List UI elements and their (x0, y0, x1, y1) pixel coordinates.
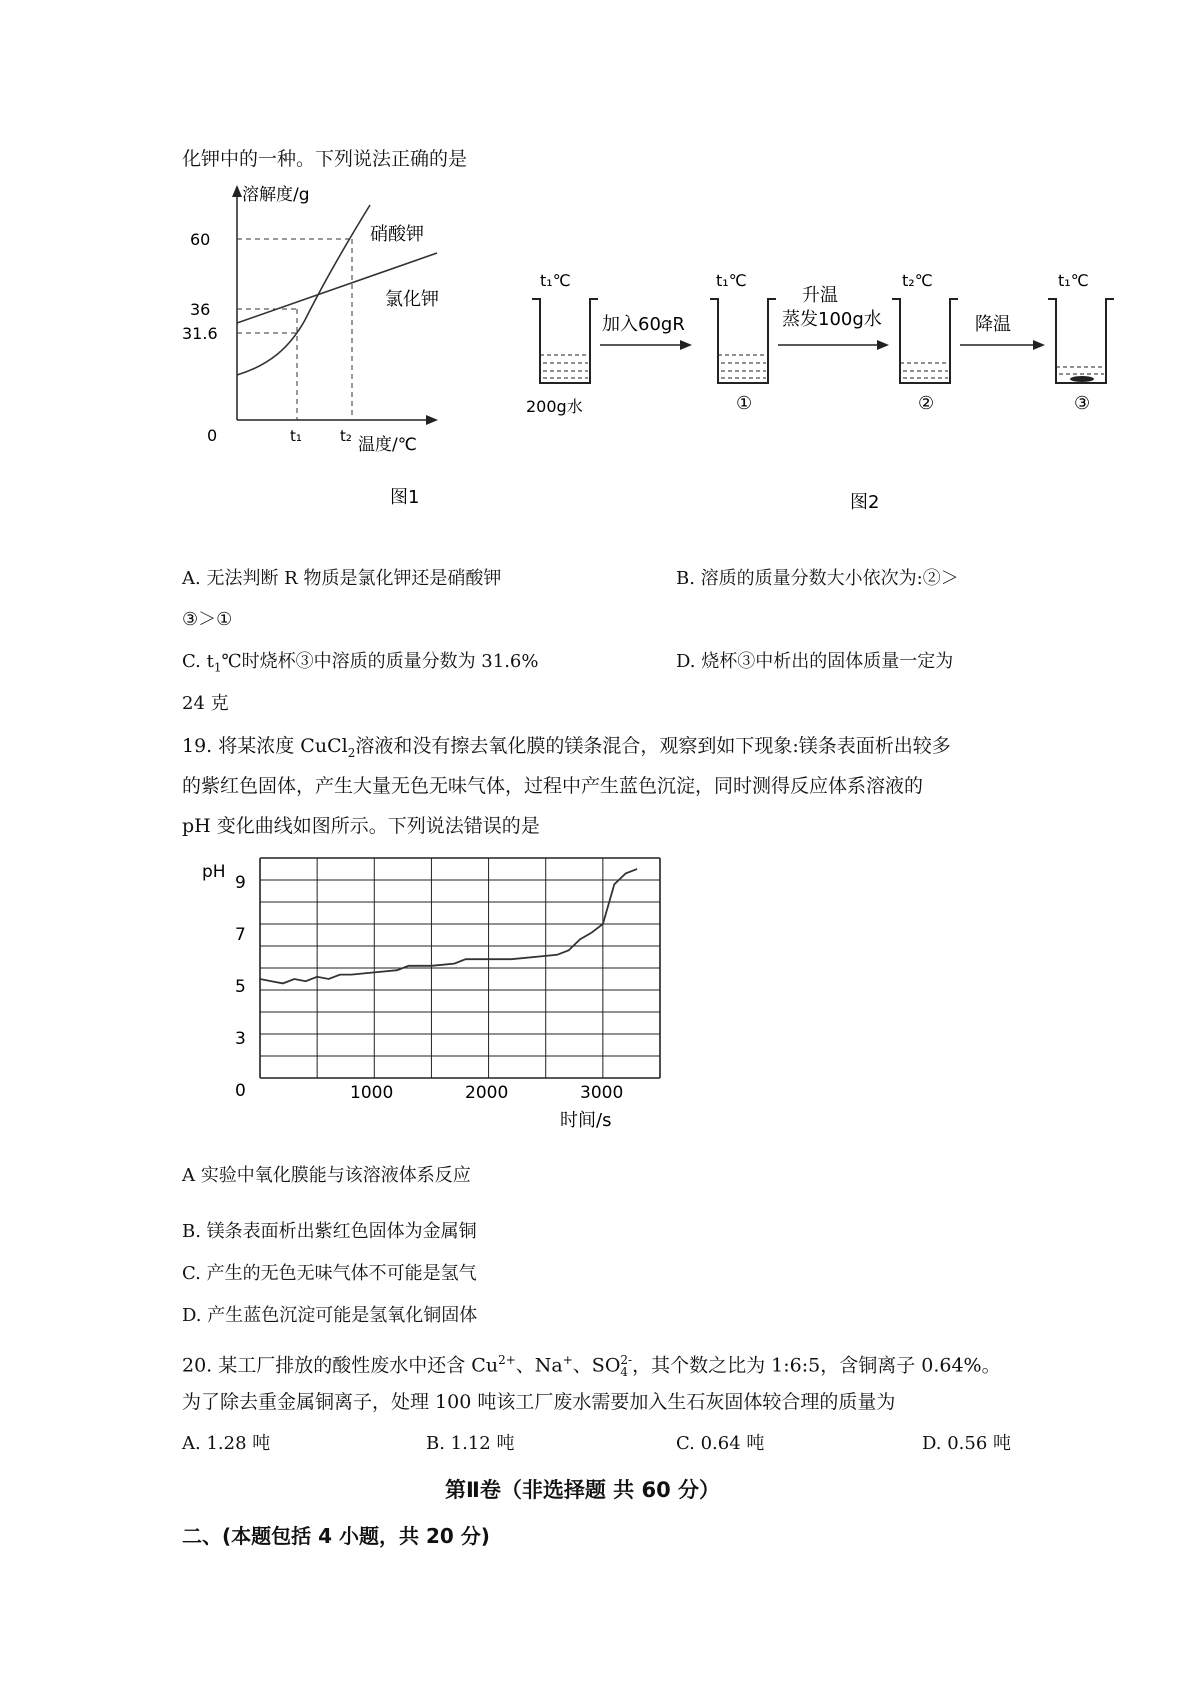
arrow2-label-1: 升温 (802, 285, 838, 306)
q18-stem: 化钾中的一种。下列说法正确的是 (182, 148, 468, 170)
beaker2-temp: t₂℃ (902, 271, 933, 290)
ph-series-line (260, 869, 637, 983)
q19-line-1: 19. 将某浓度 CuCl$_2$溶液和没有擦去氧化膜的镁条混合，观察到如下现象:镁条表面析出较多 (182, 735, 951, 760)
beaker1-temp: t₁℃ (716, 271, 747, 290)
x-tick-label: 1000 (350, 1083, 394, 1103)
kno3-curve (237, 205, 370, 375)
fig1-ylabel: 溶解度/g (242, 185, 310, 205)
precipitate (1070, 376, 1094, 382)
q18-option-c: C. $t_1℃$时烧杯③中溶质的质量分数为 31.6% (182, 651, 539, 675)
beaker-1 (710, 299, 776, 383)
q20-option-a: A. 1.28 吨 (182, 1433, 271, 1454)
fig1-t1: t₁ (290, 427, 302, 445)
q18-option-d-cont: 24 克 (182, 693, 229, 714)
y-tick-label: 9 (235, 873, 246, 893)
q20-option-c: C. 0.64 吨 (676, 1433, 765, 1454)
arrow3-label: 降温 (975, 314, 1011, 335)
fig1-y-tick: 31.6 (182, 324, 218, 343)
beaker-3 (1048, 299, 1114, 383)
q20-option-d: D. 0.56 吨 (922, 1433, 1012, 1454)
q19-line-2: 的紫红色固体，产生大量无色无味气体，过程中产生蓝色沉淀，同时测得反应体系溶液的 (182, 775, 924, 797)
beaker0-water: 200g水 (526, 397, 583, 416)
q18-option-b: B. 溶质的质量分数大小依次为:②＞ (676, 568, 959, 589)
fig2-caption: 图2 (850, 492, 880, 513)
section-title: 第Ⅱ卷（非选择题 共 60 分） (445, 1478, 720, 1502)
q19-line-3: pH 变化曲线如图所示。下列说法错误的是 (182, 815, 540, 837)
x-axis-label: 时间/s (560, 1110, 612, 1131)
q18-option-a: A. 无法判断 R 物质是氯化钾还是硝酸钾 (182, 568, 502, 589)
beaker-2 (892, 299, 958, 383)
q20-option-b: B. 1.12 吨 (426, 1433, 515, 1454)
y-tick-label: 0 (235, 1081, 246, 1101)
beaker1-label: ① (736, 393, 753, 414)
fig1-y-tick: 36 (190, 300, 211, 319)
chart-grid (260, 858, 660, 1078)
beaker0-temp: t₁℃ (540, 271, 571, 290)
y-tick-label: 7 (235, 925, 246, 945)
x-tick-label: 3000 (580, 1083, 624, 1103)
arrow1-label: 加入60gR (602, 314, 685, 335)
figure-1-solubility (180, 185, 480, 515)
beaker3-temp: t₁℃ (1058, 271, 1089, 290)
fig1-origin: 0 (207, 426, 218, 445)
figure-2-beakers (510, 255, 1150, 515)
q20-line-2: 为了除去重金属铜离子，处理 100 吨该工厂废水需要加入生石灰固体较合理的质量为 (182, 1391, 896, 1413)
q19-option-b: B. 镁条表面析出紫红色固体为金属铜 (182, 1221, 477, 1242)
fig1-xlabel: 温度/℃ (358, 435, 417, 455)
fig1-kcl-label: 氯化钾 (385, 289, 439, 310)
ph-y-axis-label: pH (202, 862, 226, 882)
fig1-caption: 图1 (390, 487, 420, 508)
q18-option-d: D. 烧杯③中析出的固体质量一定为 (676, 651, 954, 672)
q20-line-1: 20. 某工厂排放的酸性废水中还含 $Cu^{2+}$、Na+、SO 2- 4 ，其个数之比为 1:6:5，含铜离子 0.64%。 (182, 1353, 1001, 1380)
beaker3-label: ③ (1074, 393, 1091, 414)
q18-option-b-cont: ③＞① (182, 609, 233, 630)
ph-chart (190, 850, 690, 1140)
y-tick-label: 3 (235, 1029, 246, 1049)
fig1-t2: t₂ (340, 427, 352, 445)
part-heading: 二、(本题包括 4 小题，共 20 分) (182, 1524, 490, 1548)
beaker2-label: ② (918, 393, 935, 414)
fig1-y-tick: 60 (190, 230, 211, 249)
x-tick-label: 2000 (465, 1083, 509, 1103)
arrow2-label-2: 蒸发100g水 (782, 309, 882, 330)
q19-option-c: C. 产生的无色无味气体不可能是氢气 (182, 1263, 477, 1284)
q19-option-d: D. 产生蓝色沉淀可能是氢氧化铜固体 (182, 1305, 478, 1326)
beaker-initial (532, 299, 598, 383)
kcl-curve (237, 253, 437, 323)
fig1-kno3-label: 硝酸钾 (370, 224, 424, 245)
y-tick-label: 5 (235, 977, 246, 997)
q19-option-a: A 实验中氧化膜能与该溶液体系反应 (182, 1165, 471, 1186)
